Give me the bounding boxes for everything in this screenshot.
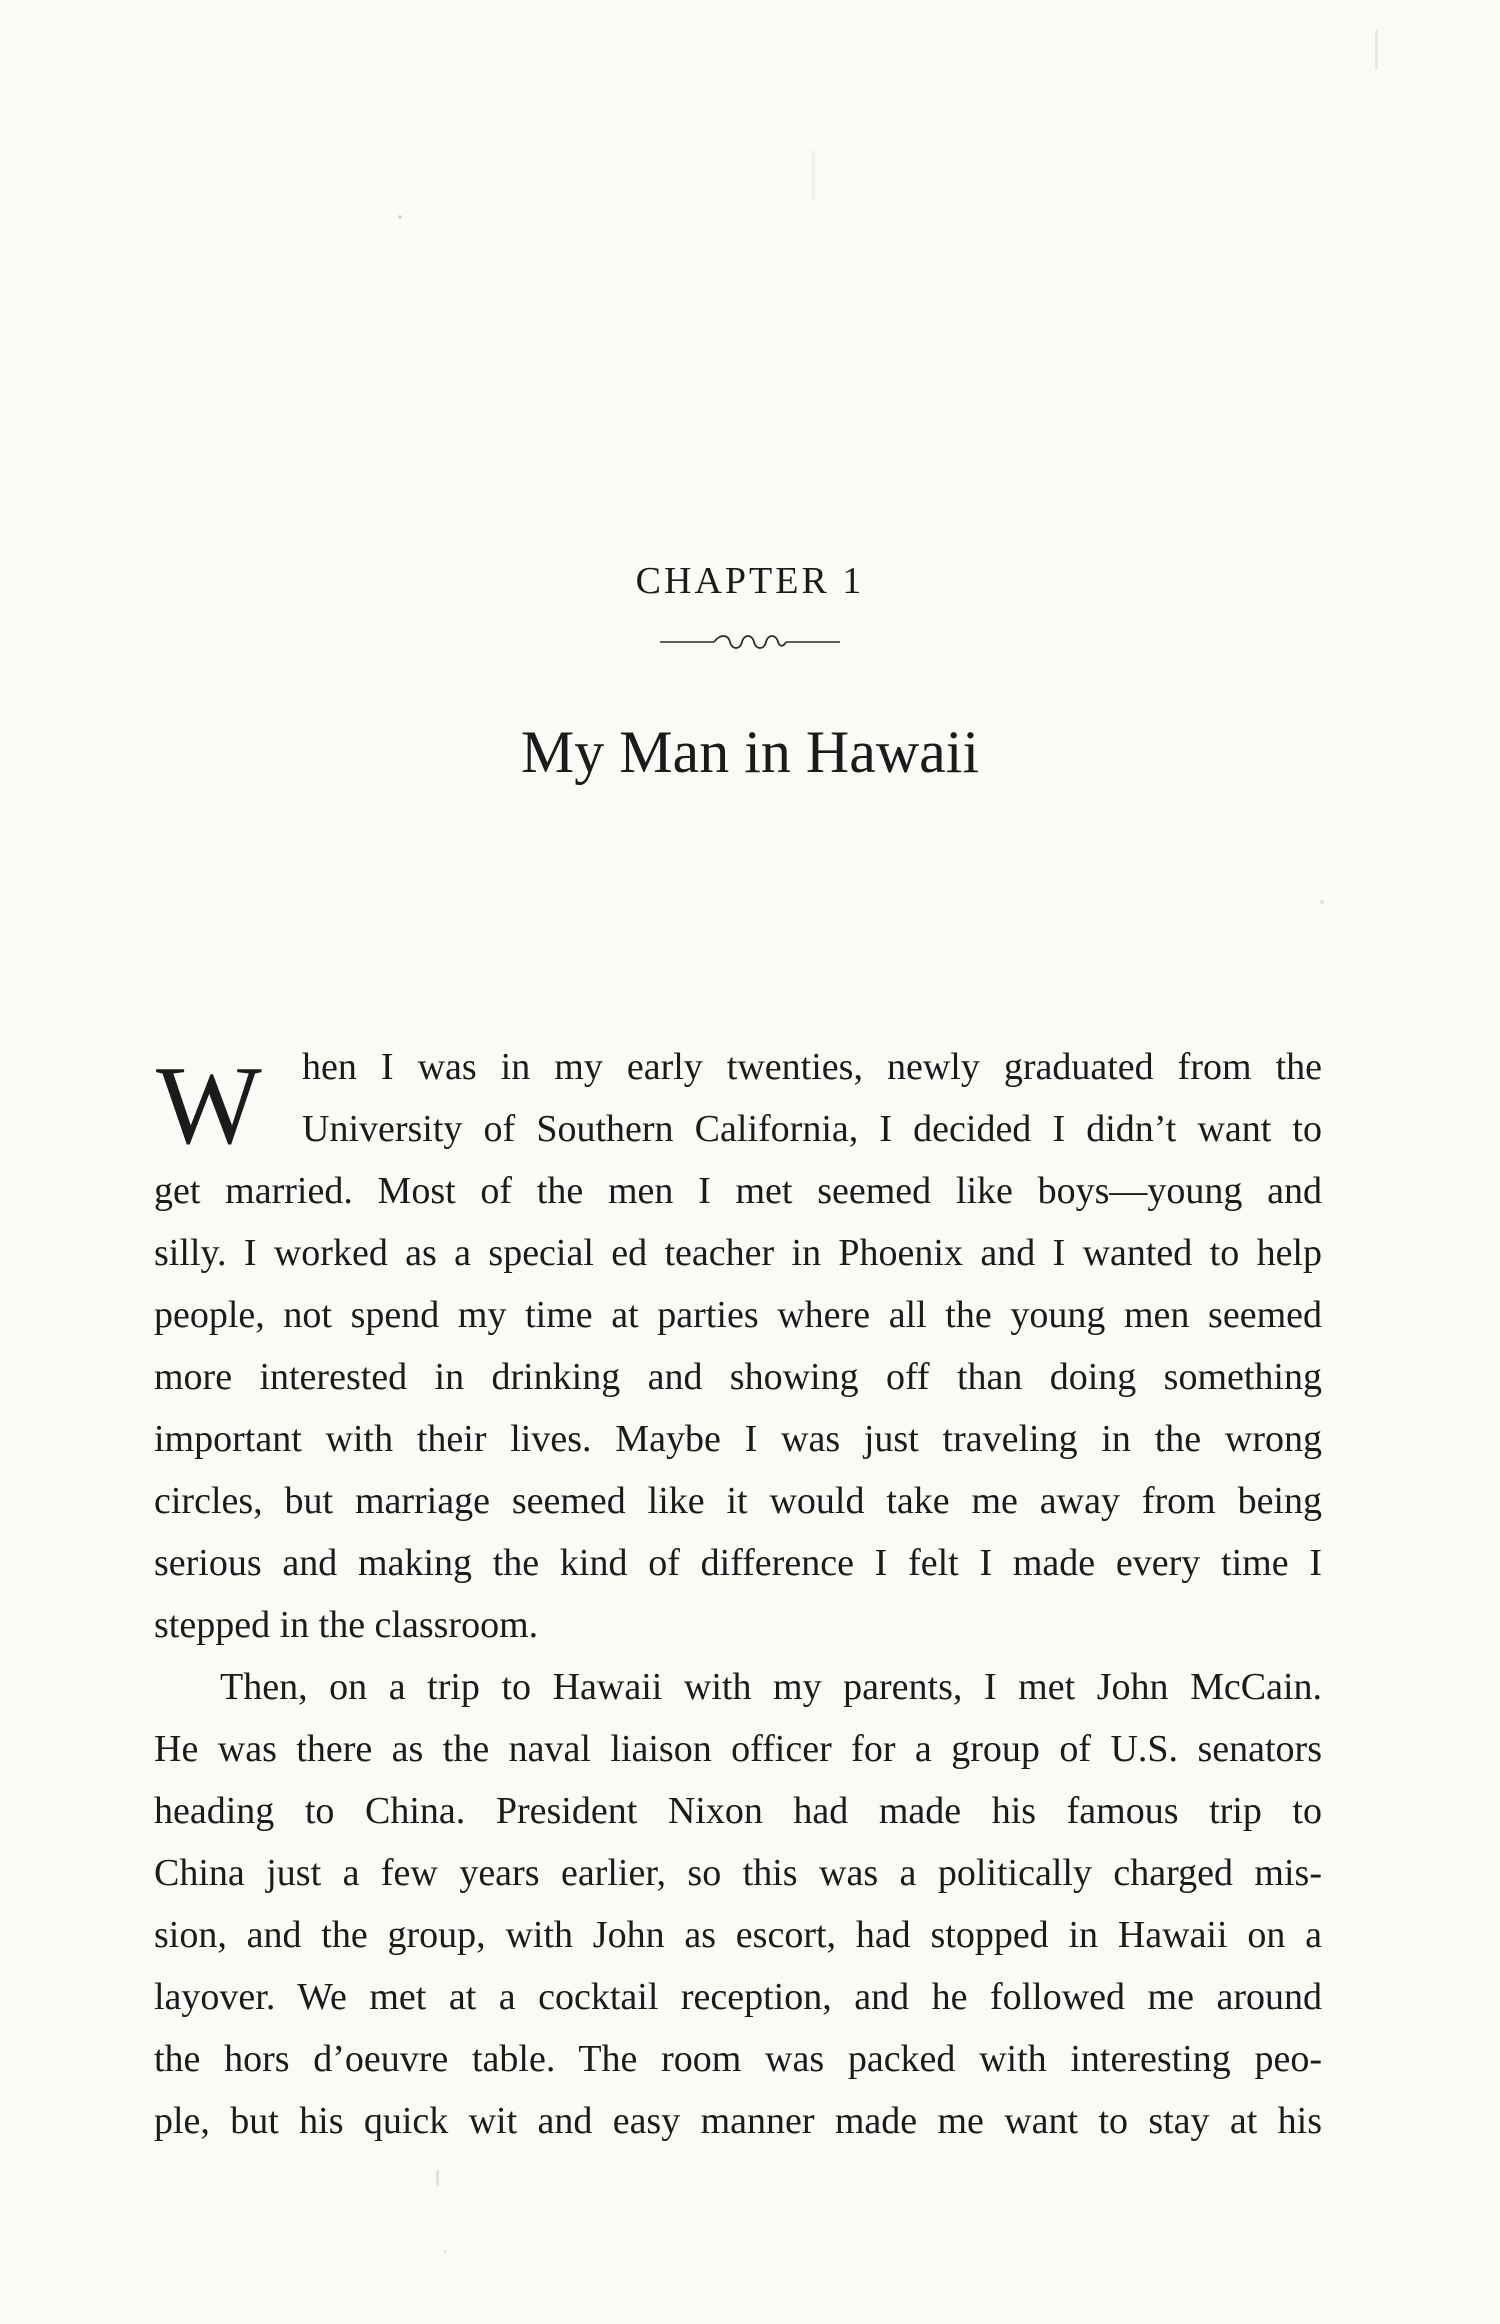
scan-speck: [1320, 900, 1324, 904]
text-line: circles, but marriage seemed like it would take me away from being: [154, 1480, 1322, 1522]
text-line: layover. We met at a cocktail reception, and he followed me around: [154, 1976, 1322, 2018]
drop-cap: W: [156, 1044, 262, 1168]
scan-speck: [398, 215, 402, 219]
text-line: more interested in drinking and showing off than doing something: [154, 1356, 1322, 1398]
text-line: stepped in the classroom.: [154, 1604, 539, 1646]
text-line: University of Southern California, I decided I didn’t want to: [302, 1108, 1322, 1150]
body-text: [154, 1036, 1322, 2152]
text-line: important with their lives. Maybe I was just traveling in the wrong: [154, 1418, 1322, 1460]
text-line: China just a few years earlier, so this was a politically charged mis-: [154, 1852, 1322, 1894]
text-line: hen I was in my early twenties, newly graduated from the: [302, 1046, 1322, 1088]
scan-speck: [812, 150, 815, 200]
text-line: sion, and the group, with John as escort, had stopped in Hawaii on a: [154, 1914, 1322, 1956]
chapter-label: CHAPTER 1: [635, 560, 865, 602]
text-line: ple, but his quick wit and easy manner made me want to stay at his: [154, 2100, 1322, 2142]
text-line: people, not spend my time at parties where all the young men seemed: [154, 1294, 1322, 1336]
chapter-title: My Man in Hawaii: [520, 719, 980, 785]
scan-speck: [436, 2170, 439, 2186]
text-line: get married. Most of the men I met seemed like boys—young and: [154, 1170, 1322, 1212]
text-line: silly. I worked as a special ed teacher in Phoenix and I wanted to help: [154, 1232, 1322, 1274]
scroll-ornament-icon: [660, 630, 840, 654]
scan-speck: [444, 2250, 447, 2253]
scan-speck: [1375, 30, 1378, 70]
text-line: heading to China. President Nixon had made his famous trip to: [154, 1790, 1322, 1832]
text-line: the hors d’oeuvre table. The room was packed with interesting peo-: [154, 2038, 1322, 2080]
text-line: He was there as the naval liaison officer for a group of U.S. senators: [154, 1728, 1322, 1770]
text-line: serious and making the kind of difference I felt I made every time I: [154, 1542, 1322, 1584]
text-line: Then, on a trip to Hawaii with my parents, I met John McCain.: [220, 1666, 1322, 1708]
